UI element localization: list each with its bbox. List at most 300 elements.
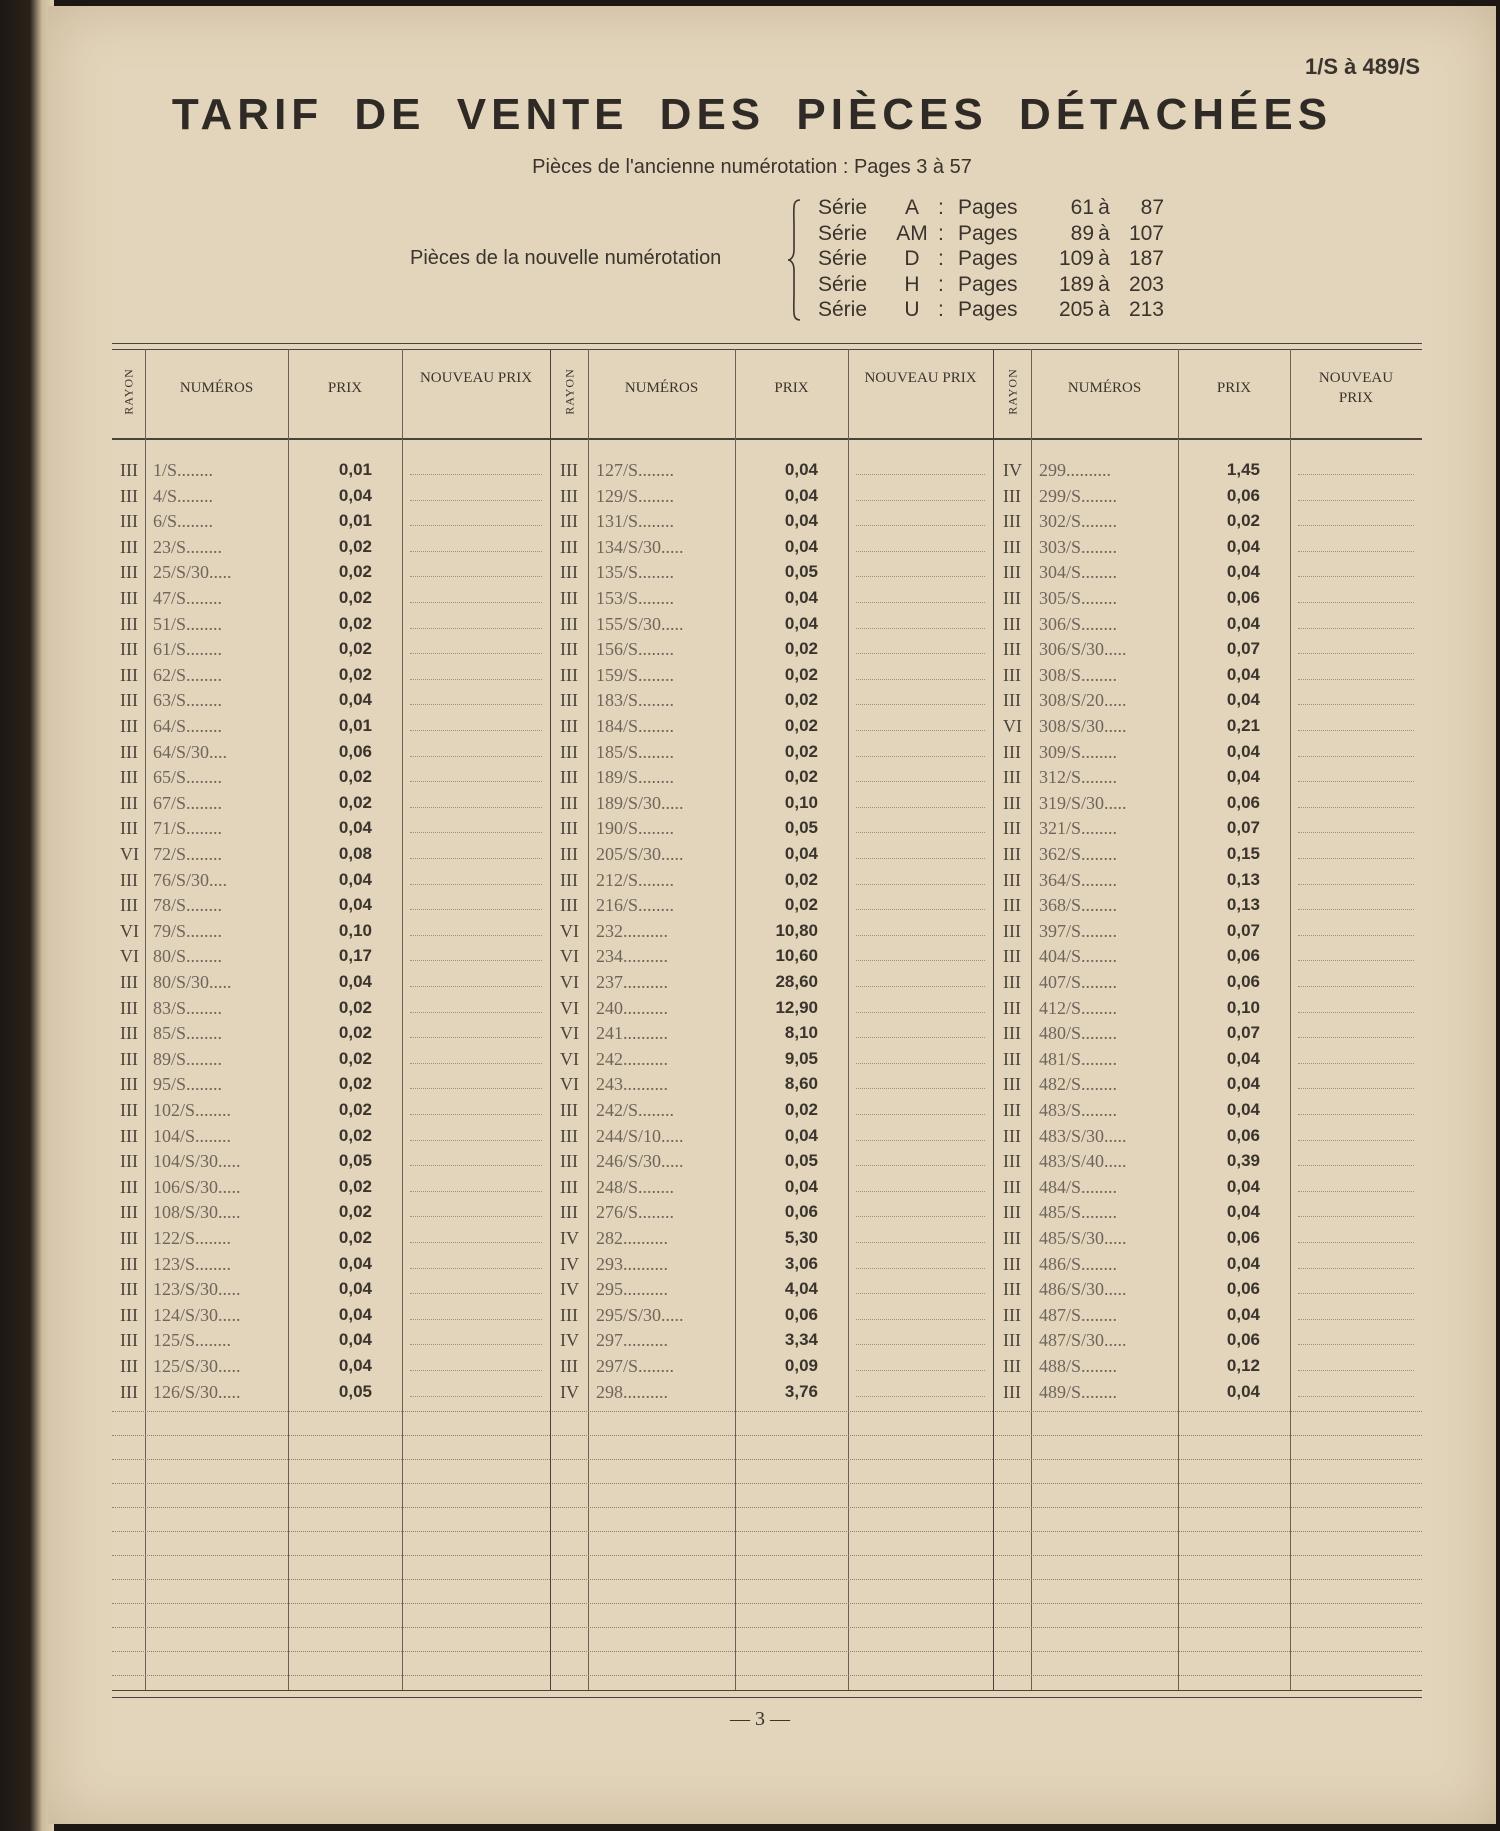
prix-cell: 0,04: [1226, 1048, 1260, 1068]
rayon-cell: III: [1003, 511, 1021, 532]
nouveau-prix-blank: [410, 1202, 542, 1217]
brace-icon: [786, 198, 802, 322]
rayon-cell: III: [560, 895, 578, 916]
table-row: [552, 460, 993, 486]
table-row: [995, 1330, 1422, 1356]
table-row: [552, 793, 993, 819]
rayon-cell: III: [120, 869, 138, 890]
empty-ruled-line: [995, 1627, 1422, 1628]
rayon-cell: III: [1003, 1048, 1021, 1069]
prix-cell: 0,21: [1226, 716, 1260, 735]
empty-ruled-line: [552, 1411, 993, 1412]
table-row: [112, 1305, 550, 1331]
rayon-cell: III: [560, 1151, 578, 1172]
table-row: [112, 1100, 550, 1126]
table-row: [995, 998, 1422, 1024]
series-pages: Pages: [958, 196, 1018, 219]
numero-cell: 85/S........: [153, 1023, 223, 1044]
rayon-cell: VI: [560, 946, 579, 967]
prix-cell: 0,02: [338, 997, 372, 1017]
rayon-cell: III: [1003, 1381, 1021, 1402]
rayon-cell: III: [120, 1048, 138, 1069]
empty-ruled-line: [112, 1483, 550, 1484]
rayon-cell: III: [120, 1125, 138, 1146]
numero-cell: 102/S........: [153, 1100, 232, 1120]
rayon-cell: III: [120, 741, 138, 762]
prix-cell: 8,10: [784, 1023, 818, 1043]
rayon-header: RAYON: [562, 368, 577, 415]
numero-cell: 1/S........: [153, 460, 214, 480]
table-row: [995, 793, 1422, 819]
prix-cell: 0,04: [1226, 1176, 1260, 1196]
nouveau-prix-blank: [410, 742, 542, 757]
table-row: [112, 665, 550, 691]
numero-cell: 308/S........: [1039, 664, 1118, 685]
empty-ruled-line: [112, 1411, 550, 1412]
rayon-cell: III: [120, 562, 138, 583]
empty-ruled-line: [552, 1603, 993, 1604]
empty-ruled-line: [552, 1459, 993, 1460]
nouveau-prix-blank: [1298, 1228, 1414, 1243]
empty-ruled-line: [995, 1651, 1422, 1652]
prix-cell: 0,02: [784, 895, 818, 915]
numero-cell: 489/S........: [1039, 1381, 1118, 1402]
header-bottom-rule: [112, 438, 1422, 440]
rayon-cell: VI: [560, 1023, 579, 1044]
series-a: à: [1098, 298, 1110, 322]
numero-cell: 64/S........: [153, 716, 223, 736]
series-a: à: [1098, 247, 1110, 271]
nouveau-prix-header: NOUVEAU PRIX: [1318, 370, 1394, 406]
table-row: [112, 1126, 550, 1152]
prix-cell: 0,05: [338, 1151, 372, 1171]
table-row: [995, 1074, 1422, 1100]
rayon-cell: III: [120, 1381, 138, 1402]
numero-cell: 244/S/10.....: [596, 1125, 684, 1146]
rayon-cell: III: [1003, 767, 1021, 788]
nouveau-prix-blank: [410, 1049, 542, 1064]
prix-cell: 0,07: [1226, 920, 1260, 940]
nouveau-prix-blank: [856, 870, 985, 885]
rayon-cell: III: [120, 536, 138, 557]
nouveau-prix-blank: [856, 1228, 985, 1243]
nouveau-prix-blank: [1298, 1382, 1414, 1397]
numero-cell: 76/S/30....: [153, 869, 228, 890]
rayon-cell: III: [120, 511, 138, 532]
numero-cell: 125/S/30.....: [153, 1356, 241, 1376]
prix-cell: 0,04: [784, 844, 818, 863]
rayon-cell: III: [120, 1176, 138, 1197]
table-row: [552, 946, 993, 972]
old-numbering-note: Pièces de l'ancienne numérotation : Pages 3 à 57: [532, 156, 972, 178]
group-divider: [993, 349, 994, 1690]
rayon-cell: III: [1003, 1330, 1021, 1351]
numero-cell: 135/S........: [596, 562, 675, 583]
numero-cell: 237..........: [596, 972, 668, 992]
numero-cell: 407/S........: [1039, 972, 1118, 992]
numero-cell: 484/S........: [1039, 1176, 1118, 1197]
numero-cell: 83/S........: [153, 997, 223, 1018]
rayon-cell: VI: [120, 946, 139, 967]
rayon-cell: III: [560, 869, 578, 890]
series-code: U: [904, 298, 920, 322]
series-from: 189: [1058, 272, 1094, 296]
rayon-cell: III: [560, 1100, 578, 1120]
numero-cell: 368/S........: [1039, 895, 1118, 916]
series-name: Série: [818, 298, 868, 322]
table-row: [552, 1382, 993, 1408]
empty-ruled-line: [995, 1483, 1422, 1484]
numero-cell: 364/S........: [1039, 869, 1118, 890]
prix-cell: 0,01: [338, 716, 372, 735]
table-row: [112, 1279, 550, 1305]
numero-cell: 303/S........: [1039, 536, 1118, 557]
rayon-cell: III: [560, 536, 578, 557]
nouveau-prix-blank: [410, 1382, 542, 1397]
rayon-cell: III: [1003, 1356, 1021, 1376]
empty-ruled-line: [552, 1579, 993, 1580]
series-pages: Pages: [958, 298, 1018, 322]
series-pages: Pages: [958, 221, 1018, 245]
nouveau-prix-blank: [856, 1305, 985, 1320]
table-row: [995, 716, 1422, 742]
prix-cell: 0,02: [784, 741, 818, 761]
nouveau-prix-blank: [410, 870, 542, 885]
table-row: [112, 870, 550, 896]
empty-ruled-line: [995, 1603, 1422, 1604]
rayon-cell: III: [120, 1253, 138, 1274]
prix-cell: 0,04: [338, 1253, 372, 1273]
numero-cell: 72/S........: [153, 844, 223, 864]
prix-cell: 10,80: [775, 920, 818, 940]
nouveau-prix-blank: [856, 1049, 985, 1064]
rayon-cell: III: [1003, 1151, 1021, 1172]
prix-cell: 0,10: [1226, 997, 1260, 1017]
series-code: A: [904, 196, 919, 219]
numero-cell: 61/S........: [153, 639, 223, 660]
rayon-cell: III: [1003, 946, 1021, 967]
rayon-cell: VI: [120, 844, 139, 864]
series-code: H: [904, 272, 920, 296]
series-row: [818, 196, 1164, 222]
nouveau-prix-blank: [856, 639, 985, 654]
nouveau-prix-blank: [410, 1151, 542, 1166]
nouveau-prix-blank: [856, 1126, 985, 1141]
prix-cell: 0,02: [338, 613, 372, 633]
empty-ruled-line: [112, 1435, 550, 1436]
numero-cell: 246/S/30.....: [596, 1151, 684, 1172]
prix-cell: 0,08: [338, 844, 372, 863]
table-row: [112, 895, 550, 921]
rayon-cell: III: [560, 1125, 578, 1146]
prix-cell: 0,02: [784, 1100, 818, 1119]
rayon-cell: III: [560, 741, 578, 762]
table-row: [995, 1356, 1422, 1382]
table-row: [552, 1330, 993, 1356]
rayon-cell: VI: [1003, 716, 1022, 736]
rayon-cell: IV: [560, 1228, 579, 1248]
nouveau-prix-blank: [856, 895, 985, 910]
table-row: [112, 742, 550, 768]
empty-ruled-line: [112, 1531, 550, 1532]
rayon-cell: III: [1003, 1253, 1021, 1274]
numeros-header: NUMÉROS: [1067, 380, 1142, 396]
prix-cell: 0,06: [1226, 1125, 1260, 1145]
table-row: [995, 639, 1422, 665]
rayon-cell: III: [120, 485, 138, 506]
numero-cell: 189/S/30.....: [596, 792, 684, 813]
table-row: [552, 1126, 993, 1152]
numero-cell: 153/S........: [596, 588, 675, 608]
numero-cell: 79/S........: [153, 920, 223, 941]
empty-ruled-line: [112, 1459, 550, 1460]
nouveau-prix-blank: [1298, 690, 1414, 705]
table-row: [995, 818, 1422, 844]
table-row: [112, 972, 550, 998]
rayon-cell: III: [560, 818, 578, 839]
table-row: [995, 486, 1422, 512]
numero-cell: 487/S/30.....: [1039, 1330, 1127, 1351]
numero-cell: 304/S........: [1039, 562, 1118, 583]
numero-cell: 23/S........: [153, 536, 223, 557]
nouveau-prix-blank: [410, 1305, 542, 1320]
prix-cell: 0,06: [338, 741, 372, 761]
nouveau-prix-blank: [856, 511, 985, 526]
rayon-cell: IV: [560, 1381, 579, 1402]
numero-cell: 298..........: [596, 1381, 668, 1402]
nouveau-prix-blank: [410, 460, 542, 475]
page-number: — 3 —: [730, 1708, 790, 1730]
numero-cell: 47/S........: [153, 588, 223, 608]
nouveau-prix-blank: [410, 588, 542, 603]
numero-cell: 362/S........: [1039, 844, 1118, 864]
table-row: [112, 1356, 550, 1382]
rayon-cell: III: [120, 1023, 138, 1044]
table-row: [995, 511, 1422, 537]
numero-cell: 488/S........: [1039, 1356, 1118, 1376]
table-row: [112, 639, 550, 665]
table-row: [552, 870, 993, 896]
nouveau-prix-blank: [1298, 486, 1414, 501]
nouveau-prix-blank: [856, 460, 985, 475]
table-row: [552, 1074, 993, 1100]
table-row: [995, 1023, 1422, 1049]
numero-cell: 312/S........: [1039, 767, 1118, 788]
prix-cell: 0,02: [338, 1202, 372, 1222]
rayon-cell: III: [120, 1304, 138, 1325]
numero-cell: 80/S........: [153, 946, 223, 967]
rayon-cell: VI: [560, 920, 579, 941]
numero-cell: 6/S........: [153, 511, 214, 532]
prix-cell: 0,04: [338, 869, 372, 889]
table-row: [552, 1202, 993, 1228]
table-row: [552, 1279, 993, 1305]
numero-cell: 319/S/30.....: [1039, 792, 1127, 813]
nouveau-prix-blank: [856, 1023, 985, 1038]
nouveau-prix-blank: [1298, 562, 1414, 577]
table-row: [552, 921, 993, 947]
rayon-cell: III: [560, 1176, 578, 1197]
table-row: [995, 690, 1422, 716]
rayon-cell: III: [1003, 1228, 1021, 1248]
table-row: [995, 1202, 1422, 1228]
numero-cell: 25/S/30.....: [153, 562, 232, 583]
rayon-cell: III: [1003, 1176, 1021, 1197]
series-a: à: [1098, 221, 1110, 245]
numero-cell: 104/S/30.....: [153, 1151, 241, 1172]
series-colon: :: [938, 298, 944, 322]
numero-cell: 483/S/30.....: [1039, 1125, 1127, 1146]
prix-cell: 0,04: [1226, 562, 1260, 582]
numero-cell: 129/S........: [596, 485, 675, 506]
nouveau-prix-blank: [410, 639, 542, 654]
table-row: [552, 1049, 993, 1075]
rayon-cell: III: [1003, 562, 1021, 583]
table-row: [552, 972, 993, 998]
numero-cell: 125/S........: [153, 1330, 232, 1351]
numero-cell: 156/S........: [596, 639, 675, 660]
nouveau-prix-blank: [856, 562, 985, 577]
rayon-cell: III: [120, 1356, 138, 1376]
prix-header: PRIX: [1216, 380, 1252, 396]
nouveau-prix-blank: [1298, 895, 1414, 910]
numero-cell: 486/S/30.....: [1039, 1279, 1127, 1300]
series-a: à: [1098, 272, 1110, 296]
table-top-rule: [112, 343, 1422, 344]
prix-cell: 0,06: [1226, 792, 1260, 812]
numero-cell: 183/S........: [596, 690, 675, 711]
table-row: [112, 1202, 550, 1228]
table-row: [112, 844, 550, 870]
nouveau-prix-blank: [1298, 1151, 1414, 1166]
empty-ruled-line: [112, 1675, 550, 1676]
rayon-header: RAYON: [1005, 368, 1020, 415]
nouveau-prix-blank: [1298, 537, 1414, 552]
prix-cell: 0,01: [338, 511, 372, 531]
prix-cell: 0,04: [784, 536, 818, 556]
nouveau-prix-blank: [1298, 1202, 1414, 1217]
nouveau-prix-blank: [856, 1100, 985, 1115]
nouveau-prix-blank: [1298, 1126, 1414, 1141]
rayon-cell: III: [120, 1074, 138, 1095]
numero-cell: 212/S........: [596, 869, 675, 890]
prix-cell: 5,30: [784, 1228, 818, 1247]
nouveau-prix-blank: [1298, 1177, 1414, 1192]
rayon-cell: III: [120, 1330, 138, 1351]
prix-cell: 0,04: [338, 1304, 372, 1324]
table-row: [552, 614, 993, 640]
nouveau-prix-blank: [1298, 1356, 1414, 1371]
rayon-cell: III: [1003, 536, 1021, 557]
nouveau-prix-blank: [1298, 639, 1414, 654]
prix-header: PRIX: [774, 380, 809, 396]
table-row: [112, 1023, 550, 1049]
empty-ruled-line: [112, 1627, 550, 1628]
numero-cell: 234..........: [596, 946, 668, 967]
prix-cell: 0,02: [338, 639, 372, 659]
page-title: TARIF DE VENTE DES PIÈCES DÉTACHÉES: [171, 90, 1333, 139]
prix-cell: 0,04: [338, 1330, 372, 1350]
prix-cell: 0,02: [338, 1048, 372, 1068]
rayon-cell: III: [120, 588, 138, 608]
rayon-cell: III: [560, 485, 578, 506]
prix-cell: 0,04: [1226, 1074, 1260, 1094]
numero-cell: 65/S........: [153, 767, 223, 788]
prix-cell: 0,02: [784, 639, 818, 659]
table-row: [552, 1254, 993, 1280]
rayon-cell: VI: [560, 997, 579, 1018]
table-row: [552, 1151, 993, 1177]
numero-cell: 299..........: [1039, 460, 1111, 480]
numero-cell: 189/S........: [596, 767, 675, 788]
series-to: 203: [1128, 272, 1164, 296]
prix-cell: 0,39: [1226, 1151, 1260, 1171]
numero-cell: 232..........: [596, 920, 668, 941]
nouveau-prix-blank: [1298, 1279, 1414, 1294]
prix-cell: 0,02: [784, 869, 818, 889]
prix-cell: 0,04: [1226, 690, 1260, 710]
numero-cell: 78/S........: [153, 895, 223, 916]
numero-cell: 51/S........: [153, 613, 223, 634]
prix-cell: 0,04: [1226, 664, 1260, 684]
prix-cell: 0,06: [1226, 972, 1260, 991]
empty-ruled-line: [552, 1483, 993, 1484]
table-row: [995, 1126, 1422, 1152]
prix-cell: 0,02: [1226, 511, 1260, 531]
prix-header: PRIX: [327, 380, 363, 396]
numero-cell: 240..........: [596, 997, 668, 1018]
series-to: 107: [1128, 221, 1164, 245]
rayon-cell: III: [1003, 664, 1021, 685]
prix-cell: 0,04: [784, 588, 818, 607]
nouveau-prix-blank: [410, 537, 542, 552]
nouveau-prix-blank: [856, 614, 985, 629]
empty-ruled-line: [112, 1507, 550, 1508]
empty-ruled-line: [995, 1435, 1422, 1436]
table-row: [552, 665, 993, 691]
nouveau-prix-blank: [410, 1100, 542, 1115]
rayon-cell: III: [560, 844, 578, 864]
rayon-cell: III: [120, 1228, 138, 1248]
prix-cell: 10,60: [775, 946, 818, 966]
prix-cell: 0,07: [1226, 639, 1260, 659]
table-row: [552, 716, 993, 742]
nouveau-prix-blank: [856, 690, 985, 705]
prix-cell: 0,04: [338, 972, 372, 991]
nouveau-prix-blank: [1298, 998, 1414, 1013]
nouveau-prix-blank: [1298, 844, 1414, 859]
prix-cell: 0,13: [1226, 869, 1260, 889]
prix-cell: 0,04: [1226, 1253, 1260, 1273]
rayon-cell: III: [120, 613, 138, 634]
numero-cell: 486/S........: [1039, 1253, 1118, 1274]
rayon-cell: III: [560, 1202, 578, 1223]
table-row: [995, 1100, 1422, 1126]
prix-cell: 0,02: [338, 792, 372, 812]
nouveau-prix-blank: [1298, 946, 1414, 961]
table-row: [995, 1279, 1422, 1305]
prix-cell: 3,76: [784, 1381, 818, 1401]
table-row: [552, 690, 993, 716]
rayon-cell: III: [120, 460, 138, 480]
prix-cell: 0,04: [1226, 1100, 1260, 1119]
prix-cell: 0,02: [338, 588, 372, 607]
prix-cell: 0,15: [1226, 844, 1260, 863]
table-bottom-rule: [112, 1690, 1422, 1691]
prix-cell: 0,10: [338, 920, 372, 940]
nouveau-prix-blank: [410, 767, 542, 782]
table-row: [552, 1177, 993, 1203]
